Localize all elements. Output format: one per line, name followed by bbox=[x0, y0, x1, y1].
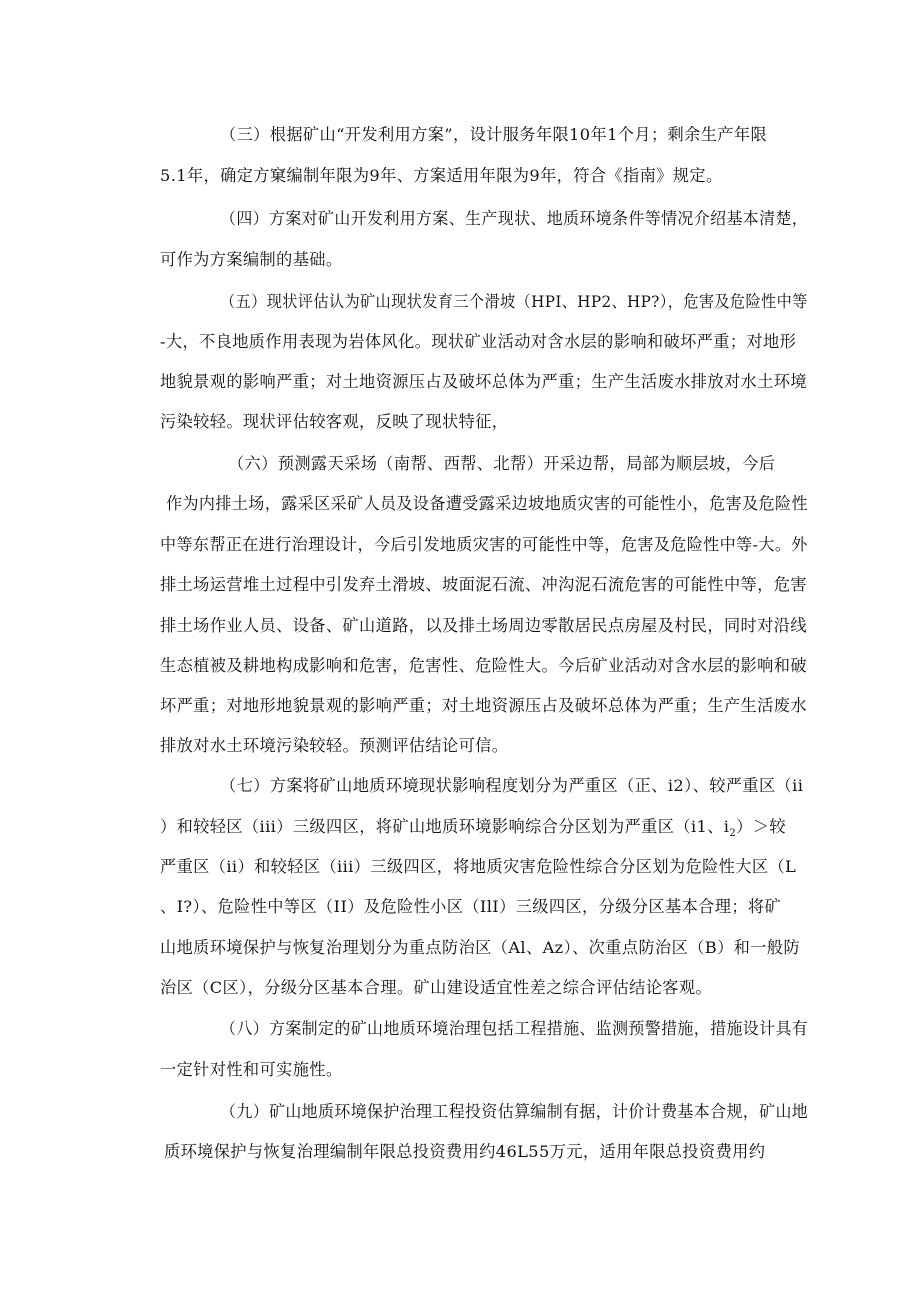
paragraph-4-line-1: （四）方案对矿山开发利用方案、生产现状、地质环境条件等情况介绍基本清楚， bbox=[220, 209, 809, 228]
paragraph-3-line-2: 5.1年，确定方窠编制年限为9年、方案适用年限为9年，符合《指南》规定。 bbox=[160, 166, 723, 185]
paragraph-7-line-1: （七）方案将矿山地质环境现状影响程度划分为严重区（正、i2）、较严重区（ii bbox=[220, 776, 804, 795]
paragraph-5-line-2: -大，不良地质作用表现为岩体风化。现状矿业活动对含水层的影响和破坏严重；对地形 bbox=[160, 332, 797, 351]
paragraph-6-line-2: 作为内排土场，露采区采矿人员及设备遭受露采边坡地质灾害的可能性小，危害及危险性 bbox=[166, 494, 808, 513]
paragraph-9-line-2: 质环境保护与恢复治理编制年限总投资费用约46L55万元，适用年限总投资费用约 bbox=[164, 1142, 766, 1161]
paragraph-7-line-6: 治区（C区），分级分区基本合理。矿山建设适宜性差之综合评估结论客观。 bbox=[160, 978, 713, 997]
paragraph-5-line-4: 污染较轻。现状评估较客观，反映了现状特征， bbox=[160, 412, 509, 431]
paragraph-7-line-2-text: ）和较轻区（iii）三级四区，将矿山地质环境影响综合分区划为严重区（i1、i bbox=[160, 817, 730, 836]
paragraph-9-line-1: （九）矿山地质环境保护治理工程投资估算编制有据，计价计费基本合规，矿山地 bbox=[220, 1102, 809, 1121]
paragraph-6-line-5: 排土场作业人员、设备、矿山道路，以及排土场周边零散居民点房屋及村民，同时对沿线 bbox=[160, 616, 807, 635]
paragraph-7-line-4: 、I?）、危险性中等区（II）及危险性小区（IlI）三级四区，分级分区基本合理；将矿 bbox=[160, 897, 782, 916]
paragraph-3-line-1: （三）根据矿山“开发利用方案”，设计服务年限10年1个月；剩余生产年限 bbox=[220, 125, 768, 144]
paragraph-6-line-8: 排放对水土环境污染较轻。预测评估结论可信。 bbox=[160, 736, 509, 755]
paragraph-7-line-5: 山地质环境保护与恢复治理划分为重点防治区（Al、Az）、次重点防治区（B）和一般防 bbox=[160, 938, 801, 957]
paragraph-6-line-7: 坏严重；对地形地貌景观的影响严重；对土地资源压占及破坏总体为严重；生产生活废水 bbox=[160, 696, 807, 715]
paragraph-6-line-1: （六）预测露天采场（南帮、西帮、北帮）开采边帮，局部为顺层坡，今后 bbox=[228, 454, 776, 473]
paragraph-4-line-2: 可作为方案编制的基础。 bbox=[160, 250, 343, 269]
paragraph-5-line-3: 地貌景观的影响严重；对土地资源压占及破坏总体为严重；生产生活废水排放对水土环境 bbox=[160, 372, 807, 391]
paragraph-7-line-2 bbox=[160, 816, 786, 838]
paragraph-7-line-3: 严重区（ii）和较轻区（iii）三级四区，将地质灾害危险性综合分区划为危险性大区（L bbox=[160, 857, 797, 876]
paragraph-8-line-1: （八）方案制定的矿山地质环境治理包括工程措施、监测预警措施，措施设计具有 bbox=[220, 1019, 809, 1038]
paragraph-6-line-4: 排土场运营堆土过程中引发弃土滑坡、坡面泥石流、冲沟泥石流危害的可能性中等，危害 bbox=[160, 575, 807, 594]
paragraph-6-line-3: 中等东帮正在进行治理设计，今后引发地质灾害的可能性中等，危害及危险性中等-大。外 bbox=[160, 535, 808, 554]
paragraph-7-line-2-tail: ）＞较 bbox=[736, 817, 786, 836]
paragraph-8-line-2: 一定针对性和可实施性。 bbox=[160, 1060, 343, 1079]
paragraph-5-line-1: （五）现状评估认为矿山现状发育三个滑坡（HPI、HP2、HP?），危害及危险性中等 bbox=[220, 292, 808, 311]
subscript: 2 bbox=[729, 828, 737, 840]
paragraph-6-line-6: 生态植被及耕地构成影响和危害，危害性、危险性大。今后矿业活动对含水层的影响和破 bbox=[160, 656, 807, 675]
